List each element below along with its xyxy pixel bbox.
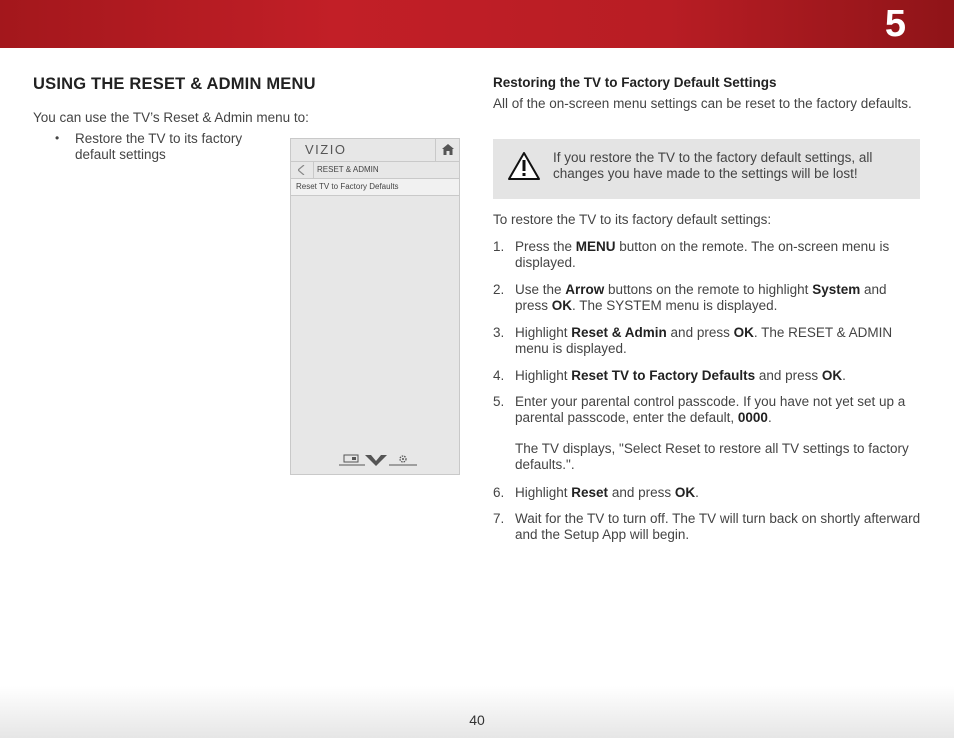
bold-term: System <box>812 282 861 297</box>
bold-term: MENU <box>575 239 616 254</box>
warning-icon <box>507 151 541 181</box>
wide-icon <box>339 454 365 466</box>
step-text: Enter your parental control passcode. If you have not yet set up a parental passcode, enter the default, 0000. <box>515 394 906 425</box>
step-text: Highlight Reset TV to Factory Defaults and press OK. <box>515 368 846 383</box>
breadcrumb-label: RESET & ADMIN <box>317 165 379 174</box>
back-arrow-icon <box>298 165 305 175</box>
tv-menu-bottombar <box>336 454 416 468</box>
subsection-heading: Restoring the TV to Factory Default Settings <box>493 75 777 90</box>
tv-menu-screenshot <box>290 138 460 475</box>
step-number: 4. <box>493 368 505 383</box>
bold-term: 0000 <box>737 410 768 425</box>
step-text: Press the MENU button on the remote. The on-screen menu is displayed. <box>515 239 890 270</box>
tv-menu-breadcrumb <box>291 162 459 179</box>
menu-item-label: Reset TV to Factory Defaults <box>296 182 399 191</box>
bold-term: Reset & Admin <box>571 325 667 340</box>
step-number: 6. <box>493 485 505 500</box>
warning-callout <box>493 139 920 199</box>
bold-term: OK <box>821 368 843 383</box>
vizio-v-icon <box>365 454 387 466</box>
section-heading: USING THE RESET & ADMIN MENU <box>33 75 316 93</box>
page-number: 40 <box>469 712 485 728</box>
step-number: 3. <box>493 325 505 340</box>
step-text: Highlight Reset and press OK. <box>515 485 699 500</box>
menu-item-reset-tv[interactable] <box>291 179 459 196</box>
restore-intro: To restore the TV to its factory default settings: <box>493 212 772 227</box>
chapter-header-bar <box>0 0 954 48</box>
vizio-logo: VIZIO <box>305 142 347 157</box>
bold-term: OK <box>733 325 754 340</box>
intro-text: You can use the TV’s Reset & Admin menu to: <box>33 110 309 125</box>
reset-description: All of the on-screen menu settings can be reset to the factory defaults. <box>493 96 912 111</box>
gear-icon <box>389 454 417 466</box>
step-number: 2. <box>493 282 505 297</box>
tv-menu-topbar <box>291 139 459 162</box>
step-note-text: The TV displays, "Select Reset to restore all TV settings to factory defaults.". <box>515 441 909 472</box>
bold-term: Reset TV to Factory Defaults <box>571 368 756 383</box>
bold-term: Reset <box>571 485 609 500</box>
bold-term: OK <box>674 485 696 500</box>
chapter-number: 5 <box>884 3 906 45</box>
bullet-item: Restore the TV to its factory default settings <box>75 131 243 162</box>
step-number: 7. <box>493 511 505 526</box>
home-button[interactable] <box>435 139 460 161</box>
back-button[interactable] <box>291 162 314 178</box>
step-number: 1. <box>493 239 505 254</box>
step-text: Highlight Reset & Admin and press OK. The RESET & ADMIN menu is displayed. <box>515 325 893 356</box>
step-text: Use the Arrow buttons on the remote to highlight System and press OK. The SYSTEM menu is displayed. <box>515 282 887 313</box>
step-text: Wait for the TV to turn off. The TV will turn back on shortly afterward and the Setup App will begin. <box>515 511 921 542</box>
bullet-marker: • <box>55 131 60 145</box>
step-number: 5. <box>493 394 505 409</box>
bold-term: OK <box>551 298 573 313</box>
home-icon <box>442 144 454 155</box>
bold-term: Arrow <box>565 282 605 297</box>
warning-text: If you restore the TV to the factory default settings, all changes you have made to the settings will be lost! <box>553 150 873 181</box>
